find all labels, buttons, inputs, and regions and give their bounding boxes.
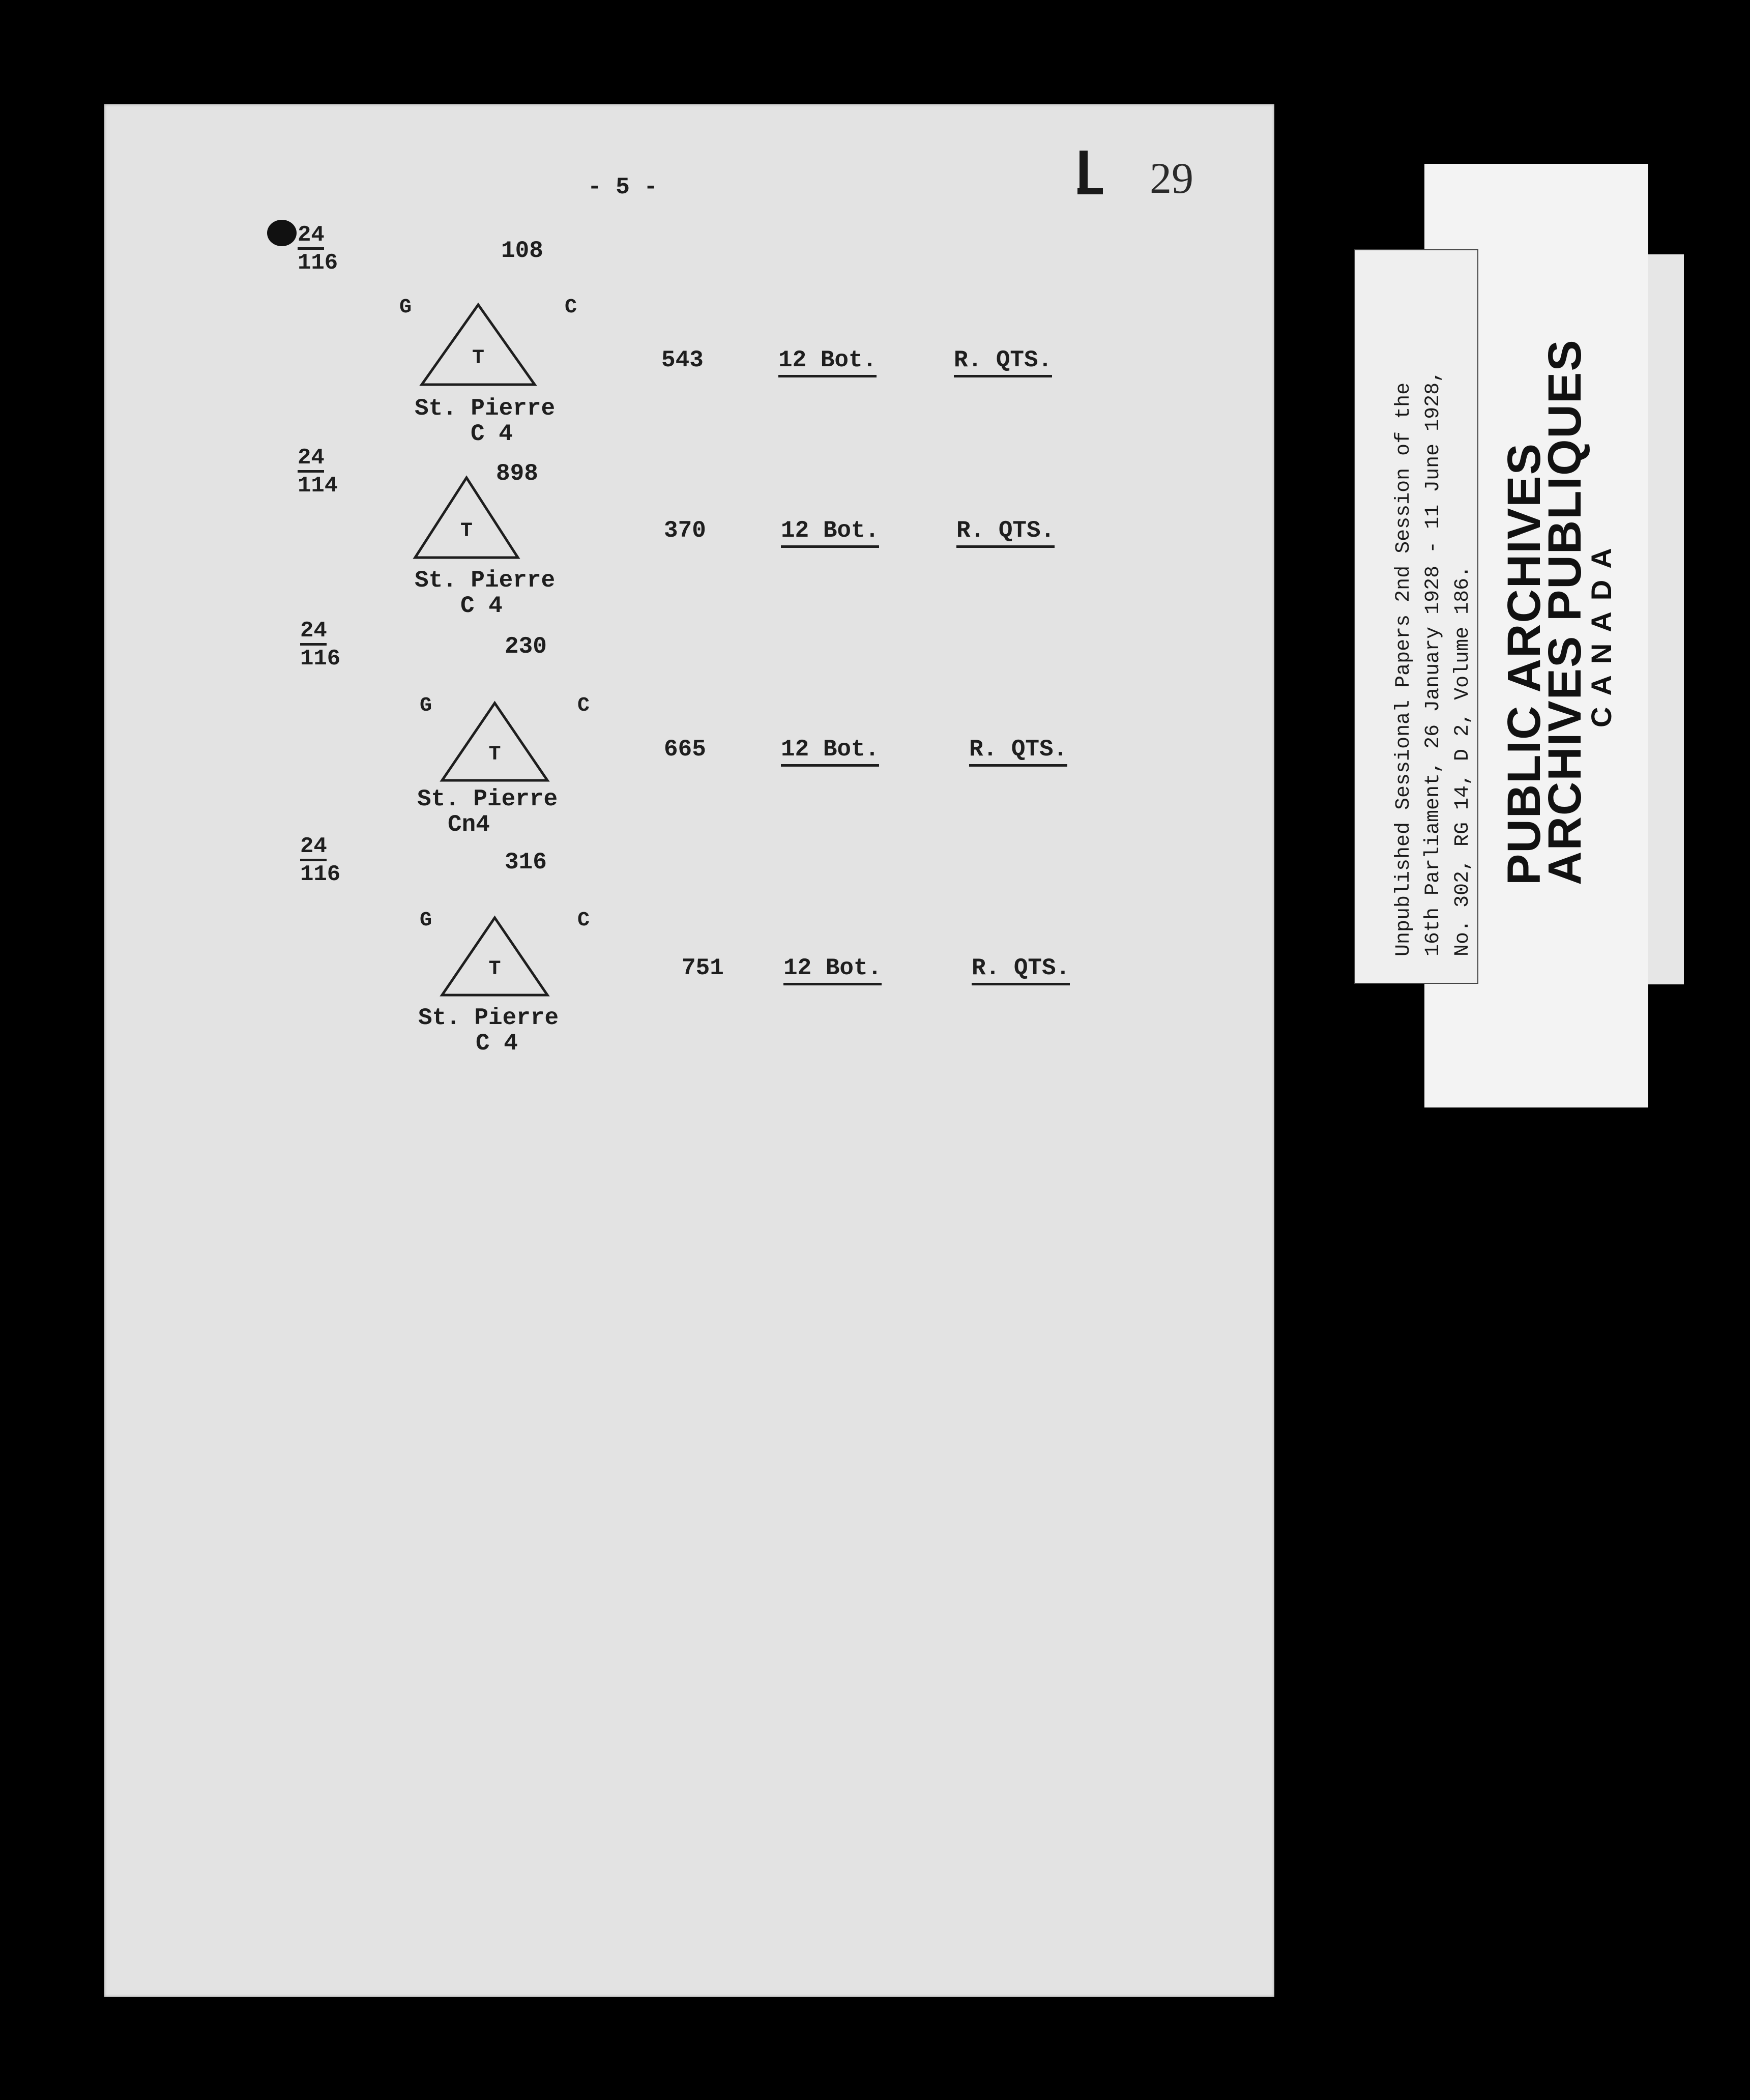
entry-type: R. QTS.: [954, 348, 1052, 377]
entry-quantity: 751: [682, 955, 724, 981]
triangle-center-letter: T: [488, 958, 501, 981]
source-note-line-1: Unpublished Sessional Papers 2nd Session of the: [1392, 382, 1415, 956]
entry-code: Cn4: [448, 811, 490, 838]
entry-code: C 4: [471, 421, 513, 447]
fraction-numerator: 24: [298, 447, 324, 473]
entry-fraction: [298, 447, 338, 497]
fraction-denominator: 116: [300, 646, 341, 672]
entry-unit: 12 Bot.: [783, 956, 882, 985]
entry-quantity: 543: [661, 347, 704, 373]
entry-quantity: 370: [664, 517, 706, 544]
page-label: - 5 -: [588, 174, 658, 200]
triangle-outline: [422, 305, 535, 385]
entry-location: St. Pierre: [415, 395, 556, 422]
triangle-outline: [442, 918, 547, 995]
triangle-outline: [415, 478, 518, 558]
entry-unit: 12 Bot.: [781, 738, 879, 767]
archive-title-english: PUBLIC ARCHIVES: [1498, 443, 1550, 885]
entry-left-letter: G: [420, 909, 432, 932]
entry-type: R. QTS.: [956, 519, 1055, 548]
fraction-numerator: 24: [300, 835, 327, 861]
fraction-numerator: 24: [300, 620, 327, 646]
source-note-line-2: 16th Parliament, 26 January 1928 - 11 June 1928,: [1422, 370, 1445, 956]
archive-title-french: ARCHIVES PUBLIQUES: [1539, 339, 1591, 885]
tick-mark-foot: [1077, 188, 1103, 194]
document-page: [104, 104, 1274, 1997]
triangle-outline: [442, 703, 547, 780]
entry-location: St. Pierre: [418, 1005, 559, 1031]
sheet-number: 29: [1150, 154, 1193, 202]
archive-country: CANADA: [1585, 537, 1617, 727]
entry-code: C 4: [476, 1030, 518, 1057]
entry-code: C 4: [460, 593, 503, 619]
entry-type: R. QTS.: [969, 738, 1067, 767]
triangle-center-letter: T: [488, 743, 501, 767]
triangle-mark: [440, 916, 549, 997]
entry-right-letter: C: [565, 296, 577, 319]
entry-top-number: 230: [505, 633, 547, 660]
entry-top-number: 108: [501, 238, 543, 264]
source-note-line-3: No. 302, RG 14, D 2, Volume 186.: [1451, 565, 1474, 956]
entry-fraction: [300, 620, 340, 670]
entry-unit: 12 Bot.: [778, 348, 877, 377]
triangle-mark: [413, 476, 520, 560]
triangle-center-letter: T: [472, 346, 485, 370]
fraction-denominator: 116: [298, 250, 338, 276]
ink-blot: [267, 220, 297, 246]
entry-type: R. QTS.: [972, 956, 1070, 985]
entry-fraction: [298, 224, 338, 274]
entry-left-letter: G: [399, 296, 412, 319]
triangle-mark: [440, 701, 549, 782]
entry-quantity: 665: [664, 736, 706, 763]
triangle-center-letter: T: [460, 519, 473, 543]
entry-right-letter: C: [577, 694, 590, 717]
fraction-numerator: 24: [298, 224, 324, 250]
fraction-denominator: 116: [300, 862, 341, 887]
entry-unit: 12 Bot.: [781, 519, 879, 548]
triangle-mark: [420, 303, 537, 387]
fraction-denominator: 114: [298, 473, 338, 499]
entry-location: St. Pierre: [417, 786, 558, 812]
entry-top-number: 316: [505, 849, 547, 876]
entry-right-letter: C: [577, 909, 590, 932]
entry-top-number: 898: [496, 460, 538, 487]
entry-fraction: [300, 835, 340, 886]
entry-location: St. Pierre: [415, 567, 556, 594]
entry-left-letter: G: [420, 694, 432, 717]
archive-card-strip: [1648, 254, 1684, 984]
